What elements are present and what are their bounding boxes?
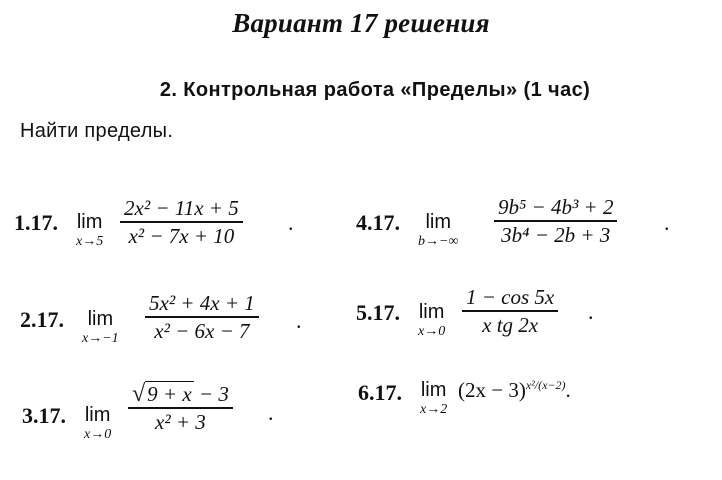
period: . xyxy=(664,210,670,235)
problem-number: 5.17. xyxy=(356,300,400,325)
base: (2x − 3) xyxy=(458,378,526,402)
radicand: 9 + x xyxy=(147,382,192,406)
lim-word: lim xyxy=(418,301,445,323)
lim-word: lim xyxy=(84,404,111,426)
exponent: x²/(x−2) xyxy=(525,378,566,392)
denominator: x² − 6x − 7 xyxy=(154,318,250,343)
fraction-bar xyxy=(128,407,233,409)
square-root xyxy=(132,382,194,406)
limit-operator xyxy=(420,380,447,417)
period: . xyxy=(565,378,571,402)
fraction xyxy=(494,195,617,247)
period: . xyxy=(296,308,302,333)
limit-operator xyxy=(84,405,111,442)
radical-sign: √ xyxy=(132,381,146,407)
lim-word: lim xyxy=(76,211,103,233)
lim-subscript: x→−1 xyxy=(82,331,119,346)
fraction xyxy=(128,382,233,434)
lim-subscript: b→−∞ xyxy=(418,234,459,249)
fraction xyxy=(120,196,243,248)
problem-number: 6.17. xyxy=(358,380,402,405)
fraction-bar xyxy=(145,316,259,318)
power-expression xyxy=(458,378,571,403)
numerator: 2x² − 11x + 5 xyxy=(124,196,239,220)
fraction xyxy=(462,285,558,337)
lim-subscript: x→0 xyxy=(418,324,446,339)
fraction-bar xyxy=(462,310,558,312)
period: . xyxy=(288,210,294,235)
denominator: 3b⁴ − 2b + 3 xyxy=(501,222,611,247)
fraction-bar xyxy=(494,220,617,222)
lim-subscript: x→2 xyxy=(420,402,448,417)
fraction-bar xyxy=(120,221,243,223)
lim-subscript: x→0 xyxy=(84,427,112,442)
lim-word: lim xyxy=(420,379,447,401)
problem-number: 1.17. xyxy=(14,210,58,235)
numerator: 1 − cos 5x xyxy=(466,285,555,309)
numerator xyxy=(128,382,233,406)
problem-number: 3.17. xyxy=(22,403,66,428)
limit-operator xyxy=(418,212,458,249)
limit-operator xyxy=(76,212,103,249)
numerator-rest: − 3 xyxy=(193,382,229,406)
lim-subscript: x→5 xyxy=(76,234,104,249)
problem-number: 4.17. xyxy=(356,210,400,235)
lim-word: lim xyxy=(425,211,451,233)
problem-number: 2.17. xyxy=(20,307,64,332)
period: . xyxy=(268,400,274,425)
denominator: x² − 7x + 10 xyxy=(128,223,235,248)
period: . xyxy=(588,299,594,324)
denominator: x tg 2x xyxy=(482,312,539,337)
lim-word: lim xyxy=(87,308,114,330)
limit-operator xyxy=(82,309,119,346)
numerator: 5x² + 4x + 1 xyxy=(149,291,255,315)
numerator: 9b⁵ − 4b³ + 2 xyxy=(498,195,614,219)
denominator: x² + 3 xyxy=(155,409,206,434)
instruction-text: Найти пределы. xyxy=(20,120,174,142)
fraction xyxy=(145,291,259,343)
page-title: Вариант 17 решения xyxy=(232,8,490,38)
limit-operator xyxy=(418,302,445,339)
section-heading: 2. Контрольная работа «Пределы» (1 час) xyxy=(159,79,591,101)
